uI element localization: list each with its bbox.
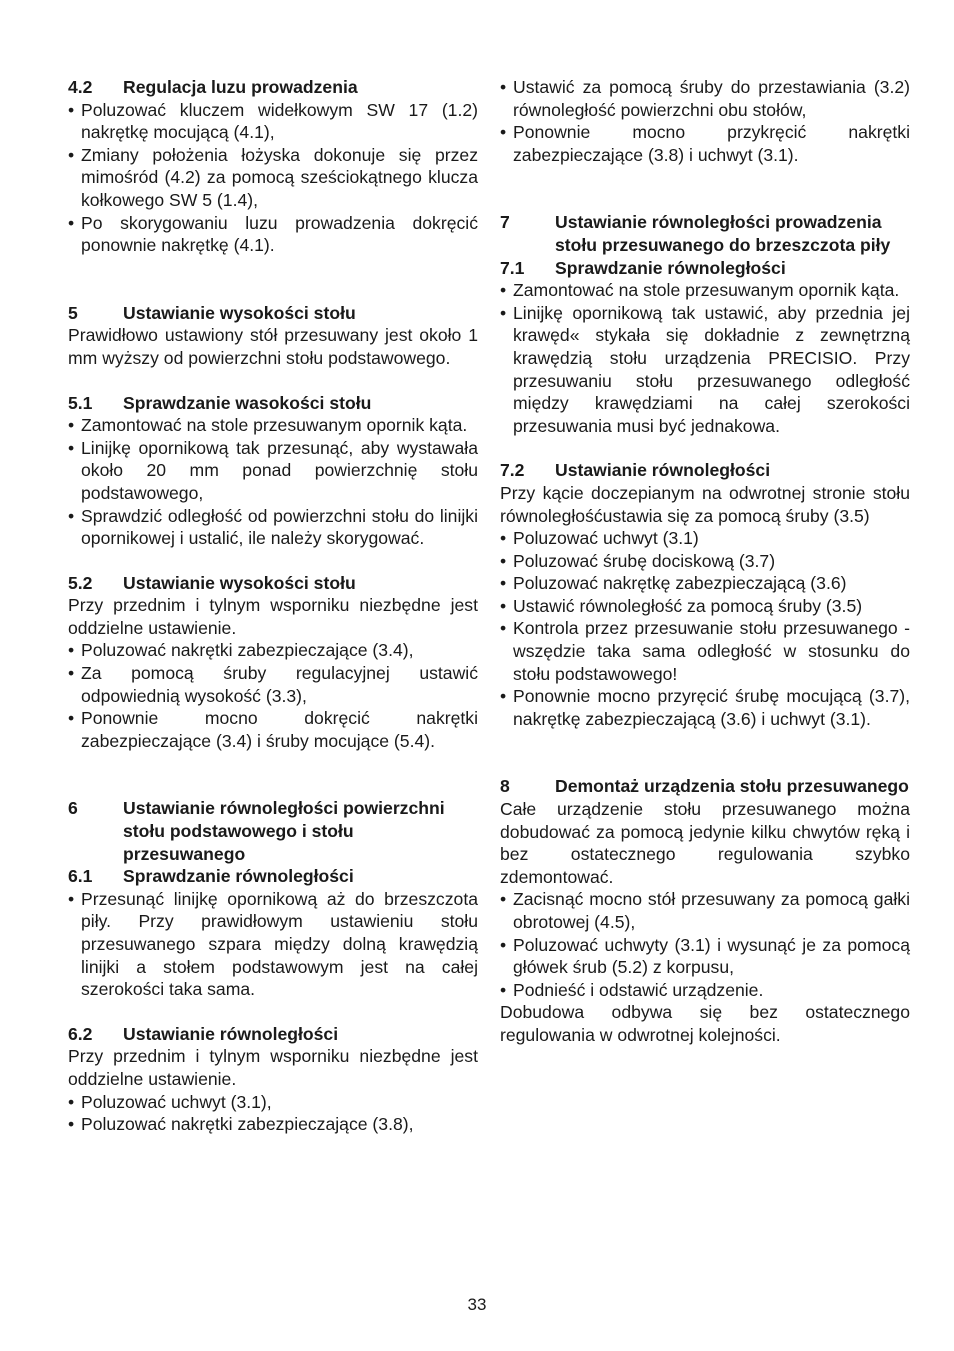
section-number: 6 [68, 798, 78, 819]
bullet-dot-icon: • [500, 77, 507, 97]
spacer [68, 550, 478, 572]
bullet-item [500, 572, 910, 595]
paragraph: Prawidłowo ustawiony stół przesuwany jest około 1 mm wyższy od powierzchni stołu podstawowego. [68, 325, 478, 368]
bullet-dot-icon: • [68, 437, 75, 458]
section-heading [500, 257, 910, 280]
section-heading [68, 865, 478, 888]
bullet-item [68, 639, 478, 662]
bullet-item [500, 888, 910, 933]
bullet-item [68, 888, 478, 1001]
bullet-dot-icon: • [500, 595, 507, 616]
spacer [68, 257, 478, 302]
bullet-text: Kontrola przez przesuwanie stołu przesuwanego - wszędzie taka sama odległość w stosunku do stołu podstawowego! [513, 618, 910, 684]
bullet-text: Zamontować na stole przesuwanym opornik kąta. [513, 280, 900, 301]
bullet-item [500, 595, 910, 618]
bullet-text: Sprawdzić odległość od powierzchni stołu do linijki opornikowej i ustalić, ile należy skorygować. [81, 505, 478, 549]
paragraph: Przy przednim i tylnym wsporniku niezbędne jest oddzielne ustawienie. [68, 1046, 478, 1089]
section-title: Ustawianie równoległości prowadzenia stołu przesuwanego do brzeszczota piły [555, 212, 891, 255]
section-heading [68, 797, 478, 865]
bullet-text: Ponownie mocno dokręcić nakrętki zabezpieczające (3.4) i śruby mocujące (5.4). [81, 708, 478, 751]
bullet-item [68, 707, 478, 752]
bullet-text: Ponownie mocno przyręcić śrubę mocującą (3.7), nakrętkę zabezpieczającą (3.6) i uchwyt (3.1). [513, 686, 910, 729]
bullet-dot-icon: • [500, 573, 507, 594]
bullet-text: Przesunąć linijkę opornikową aż do brzeszczota piły. Przy prawidłowym ustawieniu stołu przesuwanego szpara między dolną krawędzią linijki a stołem podstawowym jest na całej szerokości taka sama. [81, 888, 478, 1000]
section-title: Ustawianie wysokości stołu [123, 572, 356, 593]
bullet-dot-icon: • [68, 144, 75, 165]
bullet-item [68, 1091, 478, 1114]
spacer [68, 752, 478, 797]
section-number: 8 [500, 776, 510, 797]
spacer [500, 166, 910, 211]
bullet-dot-icon: • [68, 99, 75, 120]
bullet-text: Poluzować śrubę dociskową (3.7) [513, 550, 776, 571]
bullet-item [500, 617, 910, 685]
bullet-item [68, 662, 478, 707]
bullet-item [68, 144, 478, 212]
section-title: Regulacja luzu prowadzenia [123, 77, 358, 97]
section-heading [500, 775, 910, 798]
bullet-dot-icon: • [68, 505, 75, 526]
section-number: 7 [500, 212, 510, 233]
page-number: 33 [467, 1295, 487, 1314]
section-number: 4.2 [68, 77, 93, 97]
bullet-dot-icon: • [68, 708, 75, 729]
bullet-dot-icon: • [68, 888, 75, 909]
bullet-item [500, 979, 910, 1002]
bullet-text: Ustawić za pomocą śruby do przestawiania (3.2) równoległość powierzchni obu stołów, [513, 77, 910, 120]
section-number: 5 [68, 302, 78, 323]
bullet-text: Poluzować uchwyt (3.1), [81, 1091, 272, 1112]
bullet-item [500, 302, 910, 438]
bullet-dot-icon: • [500, 979, 507, 1000]
bullet-text: Linijkę opornikową tak przesunąć, aby wystawała około 20 mm ponad powierzchnię stołu podstawowego, [81, 437, 478, 503]
paragraph: Całe urządzenie stołu przesuwanego można dobudować za pomocą jedynie kilku chwytów ręką i bez ostatecznego regulowania szybko zdemontować. [500, 799, 910, 887]
bullet-item [500, 527, 910, 550]
section-heading [68, 1023, 478, 1046]
section-title: Sprawdzanie równoległości [555, 257, 786, 278]
spacer [500, 437, 910, 459]
bullet-item [500, 279, 910, 302]
section-number: 5.2 [68, 572, 93, 593]
section-title: Ustawianie równoległości [555, 460, 771, 481]
bullet-dot-icon: • [500, 618, 507, 639]
section-heading [500, 211, 910, 256]
bullet-item [500, 550, 910, 573]
bullet-dot-icon: • [68, 640, 75, 661]
bullet-text: Po skorygowaniu luzu prowadzenia dokręcić ponownie nakrętkę (4.1). [81, 212, 478, 256]
bullet-text: Ponownie mocno przykręcić nakrętki zabezpieczające (3.8) i uchwyt (3.1). [513, 122, 910, 165]
bullet-text: Ustawić równoległość za pomocą śruby (3.5) [513, 595, 863, 616]
bullet-text: Poluzować nakrętki zabezpieczające (3.8), [81, 1114, 414, 1135]
bullet-item [68, 414, 478, 437]
bullet-dot-icon: • [500, 528, 507, 549]
section-title: Sprawdzanie równoległości [123, 866, 354, 887]
bullet-dot-icon: • [68, 663, 75, 684]
right-column [500, 76, 910, 1047]
bullet-dot-icon: • [500, 550, 507, 571]
bullet-text: Poluzować uchwyty (3.1) i wysunąć je za pomocą główek śrub (5.2) z korpusu, [513, 934, 910, 978]
section-number: 6.2 [68, 1023, 93, 1044]
section-number: 7.1 [500, 257, 525, 278]
spacer [68, 1001, 478, 1023]
section-title: Demontaż urządzenia stołu przesuwanego [555, 776, 909, 797]
bullet-text: Zamontować na stole przesuwanym opornik kąta. [81, 415, 468, 436]
section-number: 6.1 [68, 866, 93, 887]
bullet-dot-icon: • [68, 1091, 75, 1112]
section-heading [68, 76, 478, 99]
bullet-dot-icon: • [500, 122, 507, 143]
bullet-dot-icon: • [68, 1114, 75, 1135]
bullet-text: Poluzować nakrętki zabezpieczające (3.4), [81, 640, 414, 661]
section-heading [68, 392, 478, 415]
bullet-item [500, 121, 910, 166]
section-number: 5.1 [68, 392, 93, 413]
bullet-item [500, 934, 910, 979]
bullet-dot-icon: • [68, 212, 75, 233]
bullet-item [500, 685, 910, 730]
bullet-item [68, 1113, 478, 1136]
bullet-text: Linijkę opornikową tak ustawić, aby przednia jej krawęd« stykała się dokładnie z zewnętrzną krawędzią stołu urządzenia PRECISIO. Przy przesuwaniu stołu przesuwanego odległość między krawędziami na całej szerokości przesuwania musi być jednakowa. [513, 302, 910, 436]
bullet-item [68, 212, 478, 257]
bullet-text: Za pomocą śruby regulacyjnej ustawić odpowiednią wysokość (3.3), [81, 663, 478, 706]
bullet-text: Poluzować nakrętkę zabezpieczającą (3.6) [513, 573, 847, 594]
paragraph: Dobudowa odbywa się bez ostatecznego regulowania w odwrotnej kolejności. [500, 1002, 910, 1045]
section-heading [500, 459, 910, 482]
section-heading [68, 302, 478, 325]
bullet-dot-icon: • [68, 415, 75, 436]
bullet-text: Zmiany położenia łożyska dokonuje się przez mimośród (4.2) za pomocą sześciokątnego klucza kołkowego SW 5 (1.4), [81, 144, 478, 210]
section-title: Sprawdzanie wasokości stołu [123, 392, 372, 413]
section-title: Ustawianie wysokości stołu [123, 302, 356, 323]
bullet-dot-icon: • [500, 934, 507, 955]
bullet-text: Podnieść i odstawić urządzenie. [513, 979, 764, 1000]
bullet-text: Zacisnąć mocno stół przesuwany za pomocą gałki obrotowej (4.5), [513, 889, 910, 932]
bullet-dot-icon: • [500, 889, 507, 910]
bullet-item [68, 99, 478, 144]
bullet-dot-icon: • [500, 686, 507, 707]
bullet-dot-icon: • [500, 302, 507, 323]
bullet-text: Poluzować kluczem widełkowym SW 17 (1.2) nakrętkę mocującą (4.1), [81, 99, 478, 143]
paragraph: Przy przednim i tylnym wsporniku niezbędne jest oddzielne ustawienie. [68, 595, 478, 638]
bullet-item [68, 505, 478, 550]
section-title: Ustawianie równoległości powierzchni stołu podstawowego i stołu przesuwanego [123, 798, 445, 864]
paragraph: Przy kącie doczepianym na odwrotnej stronie stołu równoległośćustawia się za pomocą śruby (3.5) [500, 482, 910, 526]
spacer [500, 730, 910, 775]
bullet-item [68, 437, 478, 505]
section-heading [68, 572, 478, 595]
bullet-text: Poluzować uchwyt (3.1) [513, 528, 699, 549]
spacer [68, 370, 478, 392]
left-column [68, 76, 478, 1136]
bullet-item [500, 76, 910, 121]
section-title: Ustawianie równoległości [123, 1023, 339, 1044]
section-number: 7.2 [500, 460, 525, 481]
bullet-dot-icon: • [500, 280, 507, 301]
